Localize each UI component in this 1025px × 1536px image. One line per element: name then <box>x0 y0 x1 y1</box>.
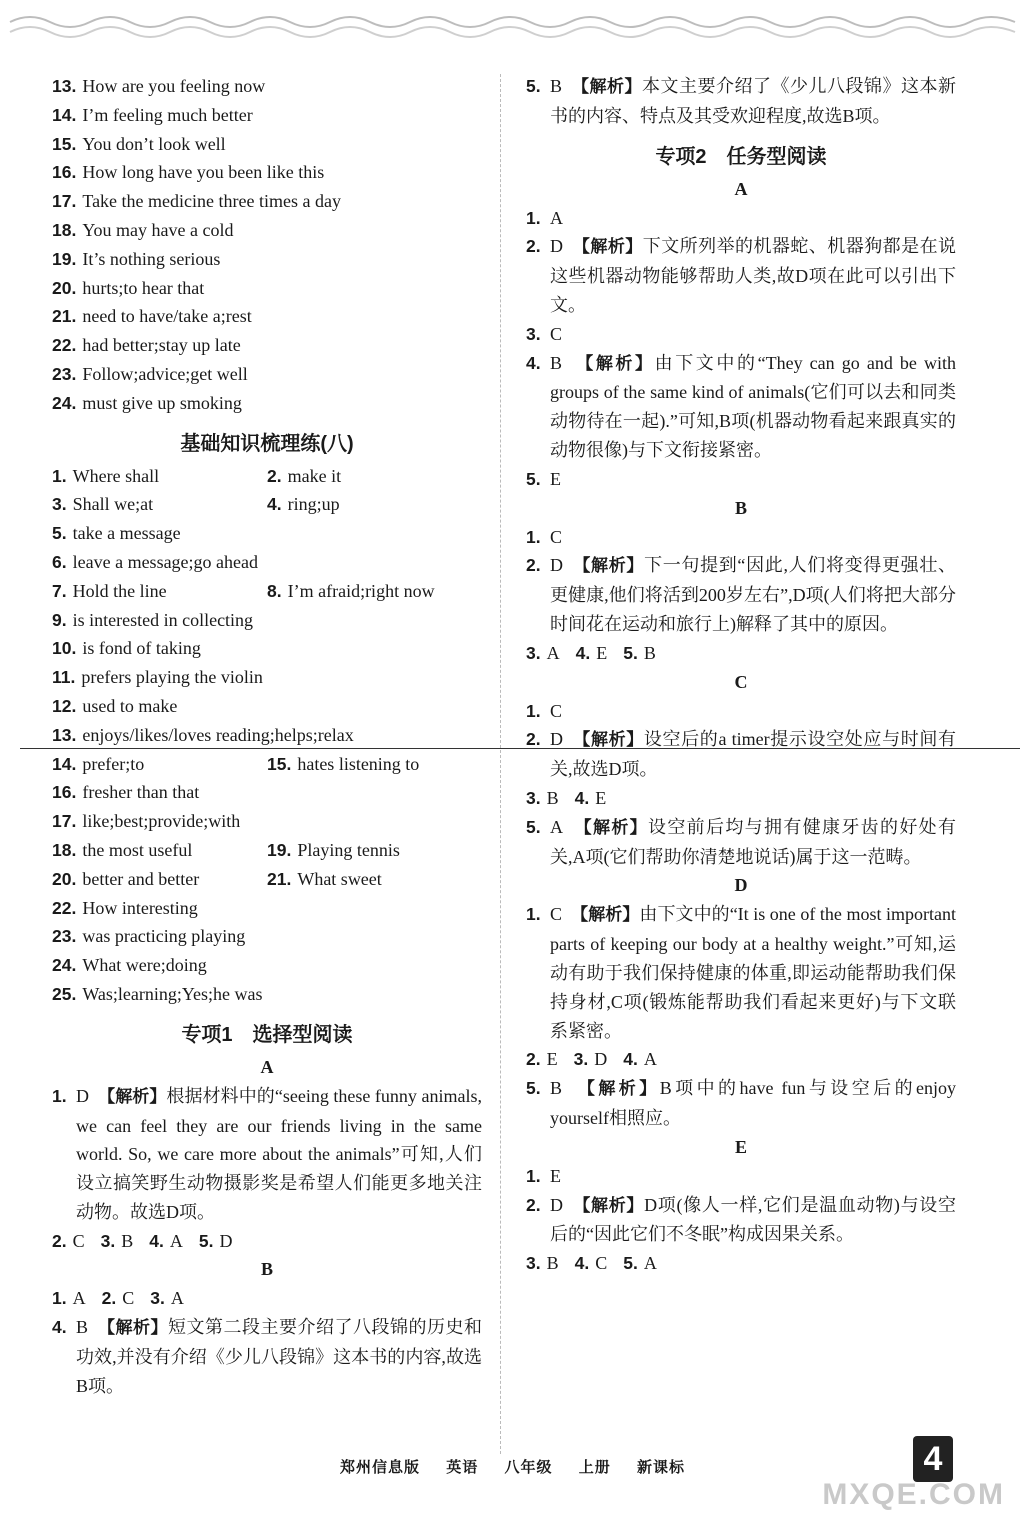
item-text: Playing tennis <box>297 839 400 860</box>
item-text: prefer;to <box>82 753 145 774</box>
answer-segment <box>149 1231 183 1251</box>
answer-segment <box>526 643 560 663</box>
item-text: the most useful <box>82 839 193 860</box>
answer-row <box>526 1249 956 1278</box>
answer-segment <box>574 1049 608 1069</box>
subsection-label-b: B <box>734 497 747 518</box>
item-number: 8. <box>267 580 282 601</box>
analysis-label: 【解析】 <box>573 556 645 577</box>
item-number: 3. <box>526 1253 541 1274</box>
list-item <box>52 216 482 245</box>
item-number: 13. <box>52 724 77 745</box>
item-number: 2. <box>526 729 541 750</box>
list-cell <box>267 750 482 779</box>
answer-segment <box>52 1231 85 1251</box>
item-number: 6. <box>52 551 67 572</box>
list-item <box>52 72 482 101</box>
answer-list-1 <box>52 72 482 418</box>
list-item <box>52 245 482 274</box>
list-item <box>52 836 482 865</box>
item-text: hurts;to hear that <box>82 277 205 298</box>
list-cell <box>267 865 482 894</box>
list-cell <box>52 692 274 721</box>
item-text: is fond of taking <box>82 638 201 659</box>
item-text: like;best;provide;with <box>82 811 241 832</box>
answer-segment <box>575 788 607 808</box>
item-number: 3. <box>100 1230 116 1251</box>
item-answer: A <box>643 1253 657 1274</box>
item-text: hates listening to <box>297 753 420 774</box>
item-text: take a message <box>72 523 181 544</box>
analysis-label: 【解析】 <box>573 730 644 751</box>
item-number: 3. <box>526 787 541 808</box>
item-answer: C <box>550 700 563 721</box>
item-number: 3. <box>573 1049 589 1070</box>
answer-item <box>526 232 956 319</box>
item-body <box>550 204 563 233</box>
answer-segment <box>102 1288 135 1308</box>
list-item <box>52 721 482 750</box>
answer-group-b <box>526 523 956 639</box>
list-item <box>52 187 482 216</box>
answer-item <box>526 725 956 784</box>
answer-segment <box>526 1049 558 1069</box>
item-text: leave a message;go ahead <box>72 551 259 572</box>
item-body <box>550 697 562 726</box>
list-item <box>52 750 482 779</box>
list-item <box>52 663 482 692</box>
item-number: 24. <box>52 955 77 976</box>
answer-item: 4. B 【解析】短文第二段主要介绍了八段锦的历史和功效,并没有介绍《少儿八段锦》这本书的内容,故选B项。 <box>52 1317 483 1396</box>
list-cell <box>267 577 482 606</box>
answer-row <box>526 639 956 668</box>
item-answer: C <box>595 1253 608 1274</box>
item-text: fresher than that <box>82 782 200 803</box>
list-cell <box>52 606 274 635</box>
item-number: 2. <box>526 1049 541 1070</box>
item-text: Where shall <box>72 465 160 486</box>
item-text: prefers playing the violin <box>81 667 263 688</box>
analysis-text: 下文所列举的机器蛇、机器狗都是在说这些机器动物能够帮助人类,故D项在此可以引出下文。 <box>550 236 957 315</box>
item-answer: B <box>546 1253 559 1274</box>
item-text: used to make <box>82 695 178 716</box>
answer-item: 5. B 【解析】B项中的have fun与设空后的enjoy yourself相照应。 <box>526 1078 957 1128</box>
item-number: 5. <box>198 1230 214 1251</box>
item-number: 18. <box>52 219 77 240</box>
item-answer: A <box>550 207 563 228</box>
list-item <box>52 634 482 663</box>
item-number: 1. <box>526 526 541 547</box>
list-item <box>52 389 482 418</box>
item-answer: E <box>595 787 607 808</box>
item-number: 1. <box>52 1288 67 1309</box>
item-number: 4. <box>267 494 282 515</box>
list-item <box>52 922 482 951</box>
item-number: 17. <box>52 191 77 212</box>
page-footer <box>0 1456 1025 1477</box>
section-heading-zhuanxiang2: 专项2 任务型阅读 <box>655 145 827 168</box>
item-number: 4. <box>574 787 590 808</box>
footer-edition: 郑州信息版 <box>339 1458 420 1476</box>
list-item <box>52 951 482 980</box>
item-text: need to have/take a;rest <box>82 306 252 327</box>
item-number: 15. <box>52 133 77 154</box>
item-number: 4. <box>623 1049 638 1070</box>
list-cell <box>52 807 274 836</box>
item-number: 5. <box>52 523 67 544</box>
item-answer: D <box>550 236 563 257</box>
item-text: What sweet <box>297 868 382 889</box>
item-number: 22. <box>52 897 77 918</box>
watermark-logo: MXQE.COM <box>822 1478 1005 1511</box>
list-item <box>52 606 482 635</box>
list-cell <box>52 490 267 519</box>
footer-volume: 上册 <box>578 1458 611 1476</box>
item-text: Take the medicine three times a day <box>82 191 341 212</box>
answer-row <box>52 1227 482 1256</box>
item-number: 13. <box>52 76 77 96</box>
item-text: ring;up <box>287 494 340 515</box>
answer-segment <box>526 1253 559 1273</box>
item-number: 22. <box>52 335 77 356</box>
item-answer: A <box>643 1049 657 1070</box>
list-item <box>52 692 482 721</box>
list-cell <box>52 750 267 779</box>
answer-segment <box>52 1288 86 1308</box>
item-text: enjoys/likes/loves reading;helps;relax <box>82 724 354 745</box>
item-number: 20. <box>52 277 77 298</box>
item-body <box>550 232 956 319</box>
list-cell <box>52 951 274 980</box>
answer-item <box>526 320 956 349</box>
item-number: 10. <box>52 638 77 659</box>
list-item <box>52 302 482 331</box>
page-number: 4 <box>913 1436 953 1482</box>
list-item <box>52 130 482 159</box>
item-number: 1. <box>526 700 541 721</box>
item-text: Follow;advice;get well <box>82 363 248 384</box>
item-number: 2. <box>52 1230 67 1251</box>
list-item <box>52 865 482 894</box>
analysis-label: 【解析】 <box>576 353 655 374</box>
item-answer: C <box>72 1230 85 1251</box>
item-answer: C <box>550 526 563 547</box>
list-item <box>52 894 482 923</box>
answer-item: 1. E <box>526 1165 561 1186</box>
answer-segment <box>526 788 559 808</box>
item-number: 2. <box>101 1288 117 1309</box>
item-text: How interesting <box>82 897 198 918</box>
answer-item: 5. B 【解析】本文主要介绍了《少儿八段锦》这本新书的内容、特点及其受欢迎程度,故选B项。 <box>526 76 957 126</box>
item-number: 16. <box>52 162 77 183</box>
answer-item <box>526 465 956 494</box>
item-number: 3. <box>150 1288 165 1309</box>
item-answer: D <box>550 555 563 576</box>
item-text: make it <box>287 465 342 486</box>
answer-segment <box>576 643 608 663</box>
item-text: had better;stay up late <box>82 335 241 356</box>
left-column <box>52 72 482 1401</box>
item-number: 17. <box>52 811 77 832</box>
section-heading-zhuanxiang1: 专项1 选择型阅读 <box>181 1023 353 1046</box>
item-text: How are you feeling now <box>82 76 266 96</box>
list-cell <box>52 519 274 548</box>
answer-row <box>526 784 956 813</box>
list-item <box>52 331 482 360</box>
item-number: 23. <box>52 926 77 947</box>
item-number: 21. <box>52 306 77 327</box>
answer-segment <box>150 1288 184 1308</box>
list-item <box>52 519 482 548</box>
list-cell <box>52 894 274 923</box>
item-number: 4. <box>526 352 541 373</box>
answer-item <box>526 204 956 233</box>
subsection-label-a: A <box>260 1056 274 1077</box>
item-answer: D <box>550 729 563 750</box>
item-text: What were;doing <box>82 955 207 976</box>
list-item <box>52 462 482 491</box>
column-divider <box>500 74 501 1454</box>
item-number: 4. <box>149 1230 164 1251</box>
item-body <box>550 320 562 349</box>
answer-segment <box>101 1231 134 1251</box>
item-number: 16. <box>52 782 77 803</box>
answer-row <box>52 1284 482 1313</box>
answer-item <box>526 697 956 726</box>
list-cell <box>52 663 274 692</box>
item-number: 3. <box>526 323 541 344</box>
list-item <box>52 360 482 389</box>
item-body <box>550 349 956 465</box>
item-number: 25. <box>52 983 77 1004</box>
item-body <box>550 725 956 784</box>
item-number: 2. <box>526 555 541 576</box>
list-item <box>52 548 482 577</box>
list-item <box>52 807 482 836</box>
answer-item <box>526 551 956 638</box>
answer-segment <box>199 1231 233 1251</box>
list-cell <box>52 721 354 750</box>
item-answer: C <box>122 1288 135 1309</box>
item-number: 21. <box>267 868 292 889</box>
item-text: You may have a cold <box>82 219 234 240</box>
item-answer: C <box>550 323 563 344</box>
analysis-text: 下一句提到“因此,人们将变得更强壮、更健康,他们将活到200岁左右”,D项(人们将把大部分时间花在运动和旅行上)解释了其中的原因。 <box>550 555 957 634</box>
item-answer: A <box>546 642 560 663</box>
item-number: 4. <box>574 1253 590 1274</box>
item-text: How long have you been like this <box>82 162 325 183</box>
list-cell <box>267 490 482 519</box>
item-number: 18. <box>52 839 77 860</box>
list-cell <box>52 548 274 577</box>
item-text: better and better <box>82 868 200 889</box>
answer-item: 1. C 【解析】由下文中的“It is one of the most important parts of keeping our body at a healthy weight.”可知,运动有助于我们保持健康的体重,即运动能帮助我们保持身材,C项(锻炼能帮助我们看起来更好)与下文联系紧密。 <box>526 904 957 1041</box>
item-text: I’m feeling much better <box>82 104 253 125</box>
item-answer: E <box>546 1049 558 1070</box>
item-answer: B <box>121 1230 134 1251</box>
item-answer: B <box>643 642 656 663</box>
item-text: It’s nothing serious <box>82 248 221 269</box>
answer-item: 1. D 【解析】根据材料中的“seeing these funny animals, we can feel they are our friends living in the same world. So, we care more about the animals”可知,人们设立搞笑野生动物摄影奖是希望人们能更多地关注动物。故选D项。 <box>52 1085 482 1222</box>
list-item <box>52 490 482 519</box>
item-number: 7. <box>52 580 67 601</box>
answer-item <box>526 523 956 552</box>
list-item <box>52 778 482 807</box>
answer-segment <box>623 1253 657 1273</box>
answer-row <box>526 1045 956 1074</box>
answer-item: 5. A 【解析】设空前后均与拥有健康牙齿的好处有关,A项(它们帮助你清楚地说话)属于这一范畴。 <box>526 816 957 867</box>
list-cell <box>52 922 274 951</box>
item-text: Hold the line <box>72 580 167 601</box>
item-number: 20. <box>52 868 77 889</box>
item-answer: E <box>596 642 608 663</box>
item-number: 19. <box>52 248 77 269</box>
answer-item: 2. D 【解析】D项(像人一样,它们是温血动物)与设空后的“因此它们不冬眠”构成因果关系。 <box>526 1194 956 1245</box>
answer-group-c <box>526 697 956 784</box>
list-cell <box>52 980 274 1009</box>
footer-subject: 英语 <box>446 1458 479 1476</box>
section-heading-jichu: 基础知识梳理练(八) <box>180 432 354 455</box>
list-cell <box>52 778 274 807</box>
list-cell <box>52 462 267 491</box>
item-text: is interested in collecting <box>72 609 254 630</box>
list-cell <box>52 865 267 894</box>
right-column <box>526 72 956 1278</box>
item-number: 3. <box>526 642 541 663</box>
item-answer: A <box>169 1230 183 1251</box>
item-answer: A <box>170 1288 184 1309</box>
answer-segment <box>623 643 656 663</box>
list-item <box>52 158 482 187</box>
item-body <box>550 465 561 494</box>
item-number: 2. <box>267 465 282 486</box>
item-number: 11. <box>52 667 76 688</box>
item-number: 5. <box>623 1253 638 1274</box>
item-number: 3. <box>52 494 67 515</box>
item-text: Shall we;at <box>72 494 154 515</box>
item-answer: E <box>550 468 561 489</box>
list-cell <box>267 462 482 491</box>
list-item <box>52 980 482 1009</box>
list-cell <box>267 836 482 865</box>
analysis-text: 设空后的a timer提示设空处应与时间有关,故选D项。 <box>550 729 957 780</box>
list-item <box>52 101 482 130</box>
item-number: 14. <box>52 753 77 774</box>
item-number: 19. <box>267 839 292 860</box>
subsection-label-a: A <box>734 178 748 199</box>
answer-segment <box>623 1049 657 1069</box>
footer-grade: 八年级 <box>504 1458 553 1476</box>
footer-curriculum: 新课标 <box>636 1458 685 1476</box>
answer-group-a <box>526 204 956 494</box>
item-answer: B <box>550 352 563 373</box>
item-number: 5. <box>623 642 638 663</box>
item-body <box>550 523 562 552</box>
item-text: was practicing playing <box>82 926 246 947</box>
item-number: 9. <box>52 609 67 630</box>
item-number: 12. <box>52 695 77 716</box>
subsection-label-e: E <box>734 1136 747 1157</box>
item-answer: A <box>72 1288 86 1309</box>
item-number: 23. <box>52 363 77 384</box>
item-text: You don’t look well <box>82 133 226 154</box>
analysis-label: 【解析】 <box>572 237 643 258</box>
item-number: 24. <box>52 392 77 413</box>
subsection-label-d: D <box>734 875 748 896</box>
item-text: Was;learning;Yes;he was <box>82 983 263 1004</box>
answer-list-2 <box>52 462 482 1009</box>
item-number: 14. <box>52 104 77 125</box>
item-body <box>550 551 956 638</box>
item-text: I’m afraid;right now <box>287 580 435 601</box>
item-number: 1. <box>52 465 67 486</box>
analysis-text: 由下文中的“They can go and be with groups of the same kind of animals(它们可以去和同类动物待在一起).”可知,B项(机器动物看起来跟真实的动物很像)与下文衔接紧密。 <box>550 352 957 460</box>
item-answer: D <box>594 1049 608 1070</box>
list-cell <box>52 634 274 663</box>
list-cell <box>52 577 267 606</box>
item-number: 5. <box>526 468 541 489</box>
item-number: 15. <box>267 753 292 774</box>
item-answer: B <box>546 787 559 808</box>
item-answer: D <box>219 1230 233 1251</box>
answer-segment <box>575 1253 608 1273</box>
subsection-label-c: C <box>734 671 748 692</box>
list-item <box>52 577 482 606</box>
item-number: 4. <box>575 642 591 663</box>
answer-item <box>526 349 956 465</box>
list-cell <box>52 836 267 865</box>
list-item <box>52 274 482 303</box>
subsection-label-b: B <box>260 1259 273 1280</box>
item-text: must give up smoking <box>82 392 242 413</box>
item-number: 1. <box>526 207 541 228</box>
item-number: 2. <box>526 236 541 257</box>
decorative-wave-border <box>0 8 1025 48</box>
